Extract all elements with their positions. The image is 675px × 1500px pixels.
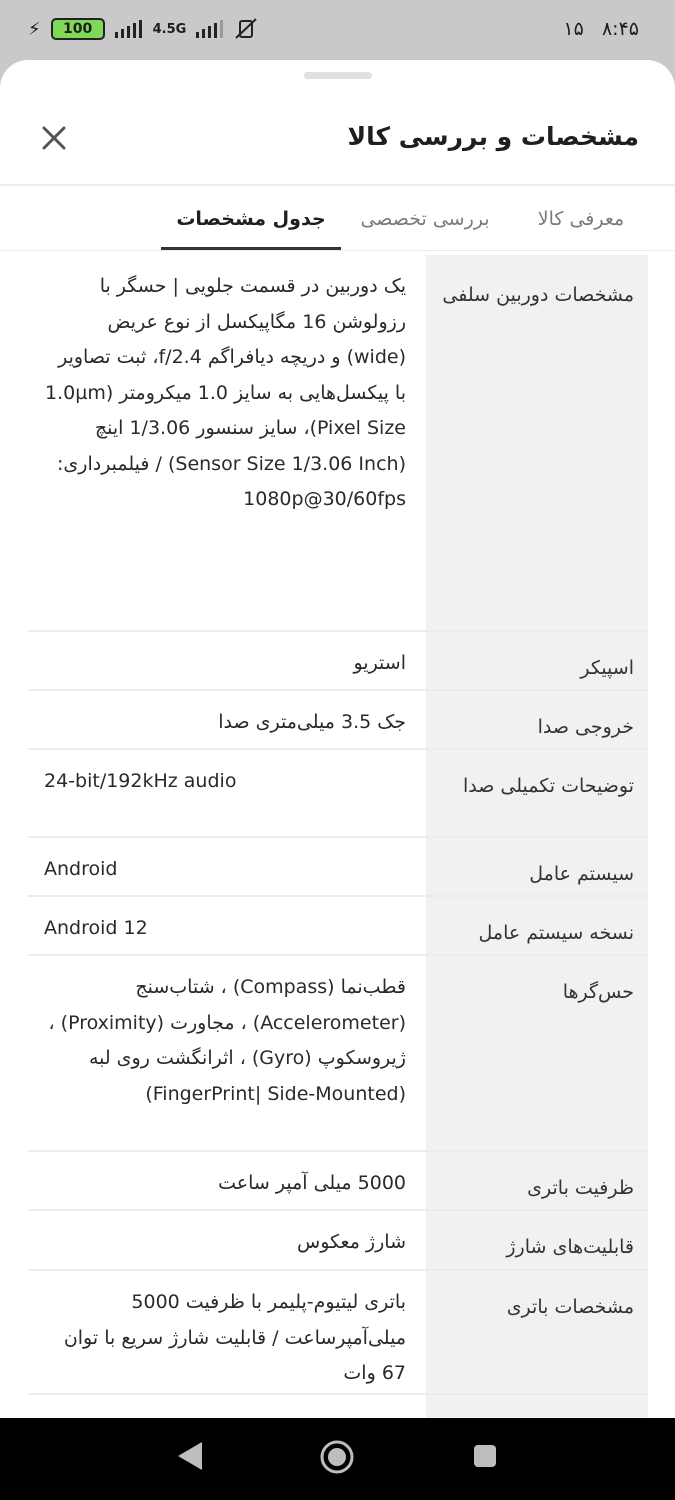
spec-row — [28, 750, 648, 838]
spec-row — [28, 956, 648, 1152]
mute-vibrate-icon — [234, 18, 258, 40]
spec-row — [28, 1211, 648, 1271]
status-icons — [28, 18, 258, 40]
spec-key: خروجی صدا — [426, 691, 648, 748]
back-button[interactable] — [176, 1440, 204, 1476]
recents-icon — [472, 1443, 498, 1469]
spec-value: شارژ معکوس — [297, 1231, 406, 1253]
tab-bar — [0, 186, 675, 252]
spec-key: حس‌گرها — [426, 956, 648, 1150]
spec-row — [28, 1395, 648, 1420]
close-button[interactable] — [36, 120, 72, 156]
spec-row — [28, 255, 648, 632]
spec-row — [28, 1271, 648, 1395]
spec-key: نسخه سیستم عامل — [426, 897, 648, 954]
tab-specifications[interactable]: جدول مشخصات — [161, 186, 341, 252]
spec-value: قطب‌نما (Compass) ، شتاب‌سنج (Accelerometer) ، مجاورت (Proximity) ، ژیروسکوپ (Gyro) ، اثرانگشت روی لبه (FingerPrint| Side-Mounted) — [48, 976, 406, 1105]
spec-value: Android 12 — [44, 917, 148, 939]
spec-value: 24-bit/192kHz audio — [44, 770, 237, 792]
spec-key — [426, 1395, 648, 1420]
spec-value: باتری لیتیوم-پلیمر با ظرفیت 5000 میلی‌آمپرساعت / قابلیت شارژ سریع با توان 67 وات — [63, 1291, 406, 1384]
spec-value: Android — [44, 858, 118, 880]
spec-key: اسپیکر — [426, 632, 648, 689]
close-icon — [36, 120, 72, 156]
bottom-sheet — [0, 60, 675, 1420]
spec-row — [28, 897, 648, 956]
spec-key: توضیحات تکمیلی صدا — [426, 750, 648, 836]
sheet-header — [0, 104, 675, 184]
spec-key: قابلیت‌های شارژ — [426, 1211, 648, 1269]
spec-key: سیستم عامل — [426, 838, 648, 895]
spec-row — [28, 1152, 648, 1211]
drag-handle[interactable] — [304, 72, 372, 79]
signal-icon-2 — [196, 20, 224, 38]
spec-row — [28, 838, 648, 897]
spec-value: یک دوربین در قسمت جلویی | حسگر با رزولوشن 16 مگاپیکسل از نوع عریض (wide) و دریچه دیافراگم f/2.4، ثبت تصاویر با پیکسل‌هایی به سایز 1.0 میکرومتر (1.0µm Pixel Size)، سایز سنسور 1/3.06 اینچ (Sensor Size 1/3.06 Inch) / فیلمبرداری: 1080p@30/60fps — [45, 275, 406, 510]
spec-value: استریو — [353, 652, 406, 674]
clock: ۸:۴۵ ۱۵ — [563, 18, 639, 40]
spec-value — [28, 1395, 426, 1420]
tab-expert-review[interactable]: بررسی تخصصی — [360, 208, 490, 230]
back-icon — [176, 1440, 204, 1472]
spec-row — [28, 632, 648, 691]
recents-button[interactable] — [472, 1443, 498, 1473]
page-title: مشخصات و بررسی کالا — [347, 122, 639, 151]
status-bar — [0, 0, 675, 62]
spec-key: مشخصات باتری — [426, 1271, 648, 1393]
spec-value: 5000 میلی آمپر ساعت — [218, 1172, 406, 1194]
tabs-divider — [0, 250, 675, 251]
charging-icon: ⚡ — [28, 18, 41, 40]
signal-icon — [115, 20, 143, 38]
spec-row — [28, 691, 648, 750]
spec-value: جک 3.5 میلی‌متری صدا — [218, 711, 406, 733]
spec-key: ظرفیت باتری — [426, 1152, 648, 1209]
system-nav-bar — [0, 1418, 675, 1500]
battery-indicator: 100 — [51, 18, 105, 40]
spec-key: مشخصات دوربین سلفی — [426, 255, 648, 630]
home-icon — [318, 1438, 356, 1476]
specs-table — [28, 255, 648, 1420]
network-type: 4.5G — [152, 21, 187, 37]
home-button[interactable] — [318, 1438, 356, 1480]
tab-introduction[interactable]: معرفی کالا — [537, 208, 625, 230]
